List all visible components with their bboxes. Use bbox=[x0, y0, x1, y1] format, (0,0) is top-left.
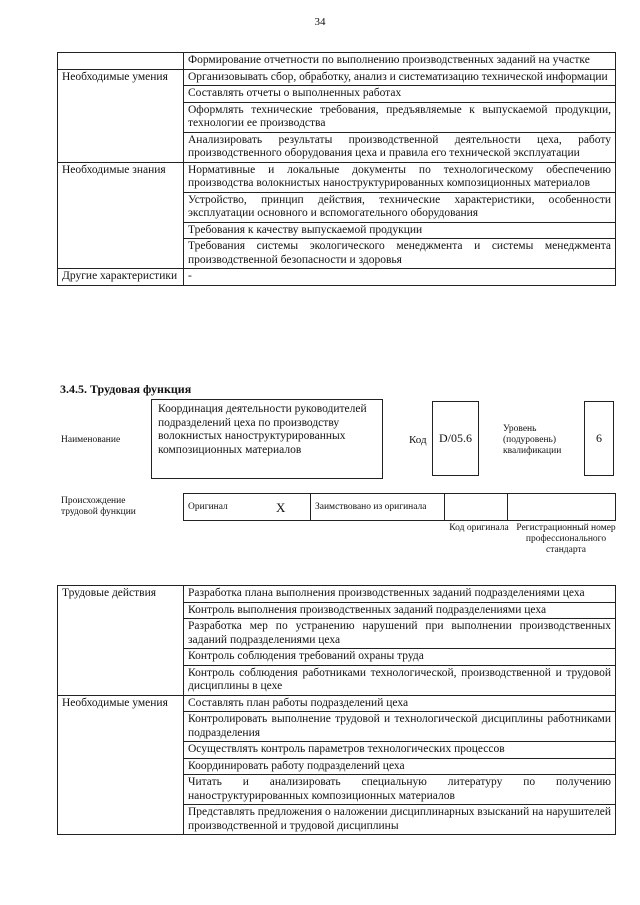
table-row bbox=[58, 69, 616, 86]
origin-borrowed: Заимствовано из оригинала bbox=[311, 494, 445, 521]
row-label bbox=[58, 53, 184, 70]
row-label: Другие характеристики bbox=[58, 269, 184, 286]
code-label: Код bbox=[409, 434, 427, 446]
table-cell: Разработка мер по устранению нарушений при выполнении производственных заданий подразделениями цеха bbox=[184, 619, 616, 649]
table-row bbox=[58, 586, 616, 603]
table-cell: Представлять предложения о наложении дисциплинарных взысканий на нарушителей производственной и трудовой дисциплины bbox=[184, 805, 616, 835]
row-label: Необходимые умения bbox=[58, 69, 184, 162]
page-number: 34 bbox=[314, 16, 326, 28]
table-row bbox=[58, 695, 616, 712]
function-name-box: Координация деятельности руководителей подразделений цеха по производству волокнистых наноструктурированных композиционных материалов bbox=[151, 399, 383, 479]
skills-knowledge-table bbox=[57, 52, 616, 286]
table-cell: Организовывать сбор, обработку, анализ и систематизацию технической информации bbox=[184, 69, 616, 86]
row-label: Необходимые умения bbox=[58, 695, 184, 835]
origin-code-cell bbox=[445, 494, 508, 521]
table-cell: Требования системы экологического менеджмента и системы менеджмента производственной безопасности и здоровья bbox=[184, 239, 616, 269]
section-title: 3.4.5. Трудовая функция bbox=[60, 382, 192, 396]
code-original-caption: Код оригинала bbox=[449, 523, 509, 533]
origin-table bbox=[183, 493, 616, 521]
table-cell: Контроль выполнения производственных заданий подразделениями цеха bbox=[184, 602, 616, 619]
origin-mark: X bbox=[252, 494, 311, 521]
table-cell: Контроль соблюдения работниками технологической, производственной и трудовой дисциплины в цехе bbox=[184, 665, 616, 695]
table-cell: Анализировать результаты производственной деятельности цеха, работу производственного оборудования цеха и правила его технической эксплуатации bbox=[184, 132, 616, 162]
table-row bbox=[58, 162, 616, 192]
table-cell: Контроль соблюдения требований охраны труда bbox=[184, 649, 616, 666]
table-cell: Составлять отчеты о выполненных работах bbox=[184, 86, 616, 103]
table-cell: - bbox=[184, 269, 616, 286]
row-label: Необходимые знания bbox=[58, 162, 184, 269]
code-value: D/05.6 bbox=[432, 401, 479, 476]
reg-number-caption: Регистрационный номер профессионального стандарта bbox=[516, 523, 616, 555]
table-cell: Осуществлять контроль параметров технологических процессов bbox=[184, 742, 616, 759]
table-cell: Формирование отчетности по выполнению производственных заданий на участке bbox=[184, 53, 616, 70]
table-cell: Разработка плана выполнения производственных заданий подразделениями цеха bbox=[184, 586, 616, 603]
origin-reg-cell bbox=[508, 494, 616, 521]
origin-original: Оригинал bbox=[184, 494, 252, 521]
table-cell: Составлять план работы подразделений цеха bbox=[184, 695, 616, 712]
table-row bbox=[58, 53, 616, 70]
table-cell: Требования к качеству выпускаемой продукции bbox=[184, 222, 616, 239]
row-label: Трудовые действия bbox=[58, 586, 184, 696]
table-cell: Устройство, принцип действия, технические характеристики, особенности эксплуатации основного и вспомогательного оборудования bbox=[184, 192, 616, 222]
level-label: Уровень (подуровень) квалификации bbox=[503, 424, 562, 456]
table-cell: Контролировать выполнение трудовой и технологической дисциплины работниками подразделения bbox=[184, 712, 616, 742]
level-value: 6 bbox=[584, 401, 614, 476]
table-cell: Координировать работу подразделений цеха bbox=[184, 758, 616, 775]
table-cell: Нормативные и локальные документы по технологическому обеспечению производства волокнистых наноструктурированных композиционных материалов bbox=[184, 162, 616, 192]
origin-label: Происхождение трудовой функции bbox=[61, 496, 136, 517]
table-row bbox=[58, 269, 616, 286]
labor-actions-table bbox=[57, 585, 616, 835]
name-label: Наименование bbox=[61, 435, 121, 445]
table-cell: Оформлять технические требования, предъявляемые к выпускаемой продукции, технологии ее производства bbox=[184, 102, 616, 132]
table-cell: Читать и анализировать специальную литературу по получению наноструктурированных композиционных материалов bbox=[184, 775, 616, 805]
